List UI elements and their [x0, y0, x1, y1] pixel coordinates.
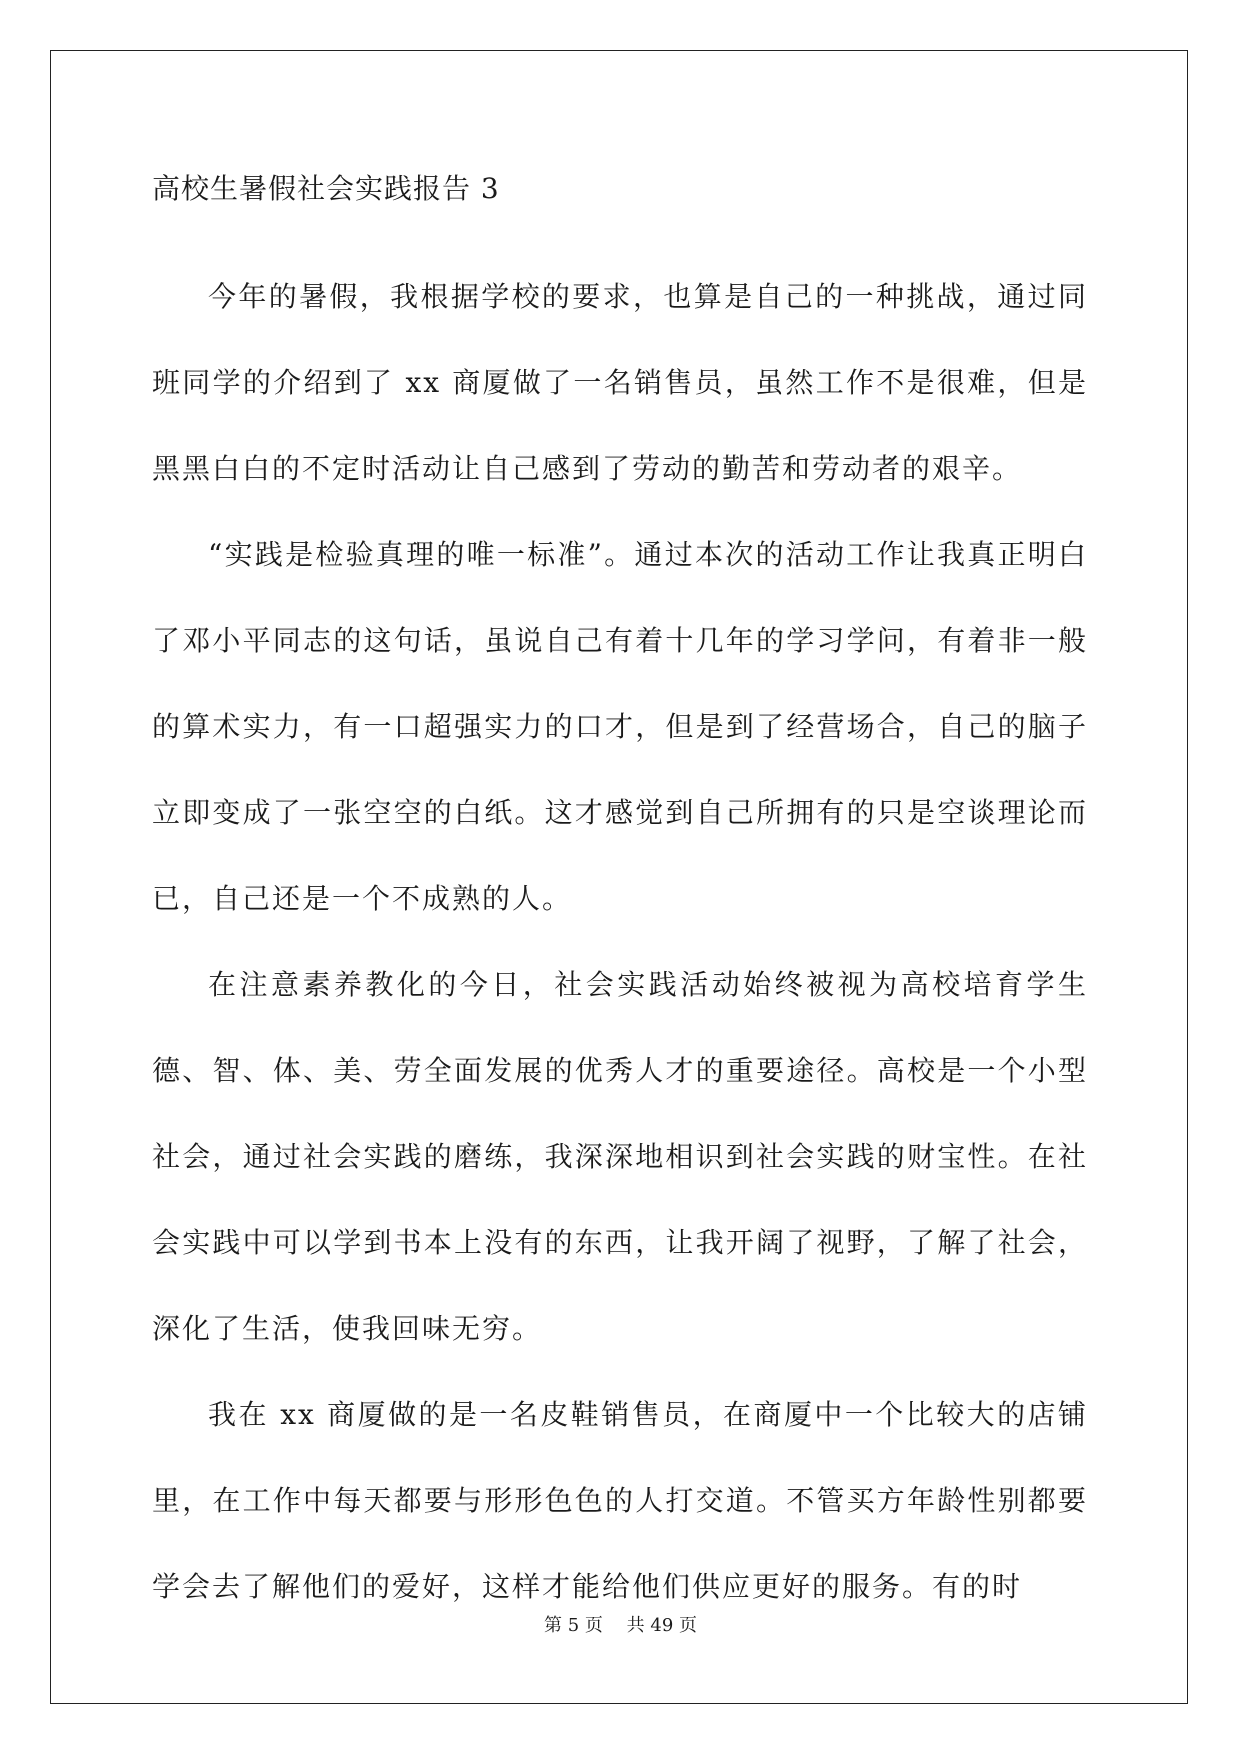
- page-total: 共 49 页: [626, 1615, 697, 1636]
- paragraph-3: 在注意素养教化的今日，社会实践活动始终被视为高校培育学生德、智、体、美、劳全面发展的优秀人才的重要途径。高校是一个小型社会，通过社会实践的磨练，我深深地相识到社会实践的财宝性。在社会实践中可以学到书本上没有的东西，让我开阔了视野，了解了社会，深化了生活，使我回味无穷。: [152, 968, 1088, 1345]
- paragraph-1: 今年的暑假，我根据学校的要求，也算是自己的一种挑战，通过同班同学的介绍到了 xx 商厦做了一名销售员，虽然工作不是很难，但是黑黑白白的不定时活动让自己感到了劳动的勤苦和劳动者的艰辛。: [152, 280, 1088, 485]
- page-number: 第 5 页: [544, 1615, 603, 1636]
- paragraph-4: 我在 xx 商厦做的是一名皮鞋销售员，在商厦中一个比较大的店铺里，在工作中每天都要与形形色色的人打交道。不管买方年龄性别都要学会去了解他们的爱好，这样才能给他们供应更好的服务。有的时: [152, 1398, 1088, 1603]
- document-body: [152, 168, 1088, 1630]
- page-footer: [0, 1614, 1241, 1638]
- paragraph-2: “实践是检验真理的唯一标准”。通过本次的活动工作让我真正明白了邓小平同志的这句话，虽说自己有着十几年的学习学问，有着非一般的算术实力，有一口超强实力的口才，但是到了经营场合，自己的脑子立即变成了一张空空的白纸。这才感觉到自己所拥有的只是空谈理论而已，自己还是一个不成熟的人。: [152, 538, 1088, 915]
- document-title: 高校生暑假社会实践报告 3: [152, 172, 500, 205]
